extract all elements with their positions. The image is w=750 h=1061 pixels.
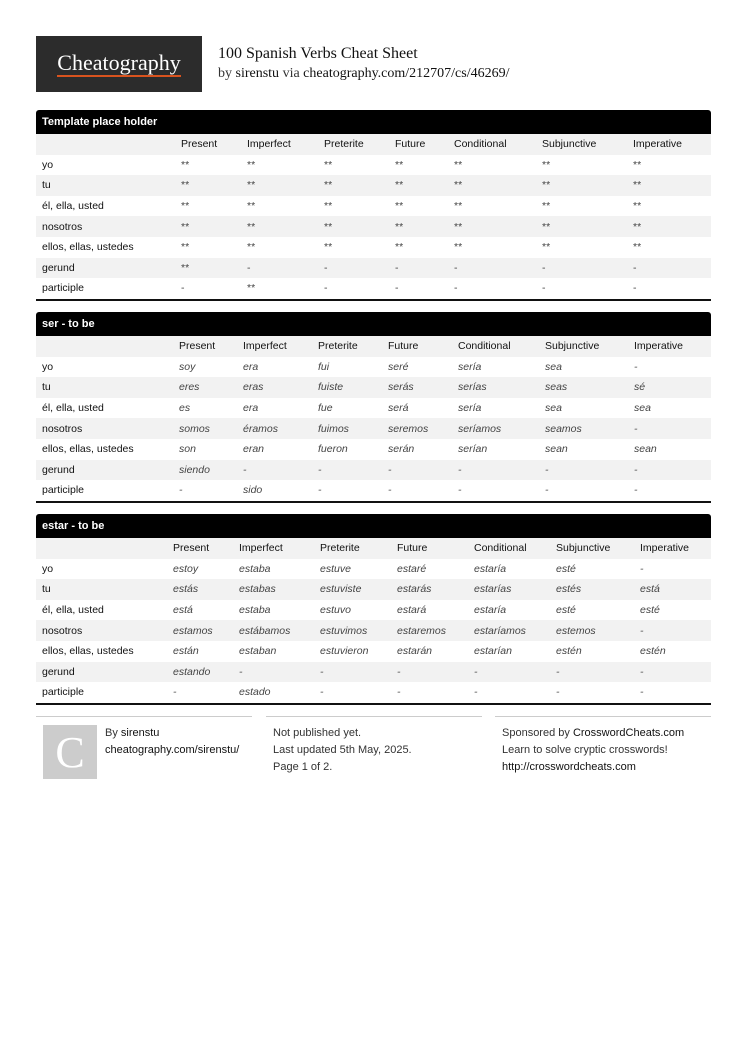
table-cell: sé bbox=[634, 381, 646, 394]
sponsor-tagline: Learn to solve cryptic crosswords! bbox=[502, 744, 668, 756]
table-cell: - bbox=[545, 484, 549, 497]
table-row bbox=[36, 237, 711, 258]
column-header: Conditional bbox=[454, 138, 507, 151]
table-cell: sea bbox=[545, 402, 562, 415]
table-cell: soy bbox=[179, 360, 196, 373]
column-header: Present bbox=[179, 340, 216, 353]
row-label: participle bbox=[42, 484, 85, 497]
table-cell: estábamos bbox=[239, 624, 291, 637]
table-row bbox=[36, 620, 711, 641]
table-cell: estarás bbox=[397, 583, 432, 596]
table-cell: eran bbox=[243, 443, 265, 456]
table-row bbox=[36, 480, 711, 501]
byline-by: by bbox=[218, 66, 232, 81]
table-cell: estará bbox=[397, 604, 427, 617]
table-cell: eres bbox=[179, 381, 200, 394]
footer-status-column bbox=[266, 716, 482, 776]
table-cell: - bbox=[458, 463, 462, 476]
sponsored-label: Sponsored by bbox=[502, 727, 570, 739]
row-label: nosotros bbox=[42, 220, 83, 233]
author-avatar[interactable]: C bbox=[43, 725, 97, 779]
table-cell: estaré bbox=[397, 562, 427, 575]
table-cell: ** bbox=[324, 179, 333, 192]
column-header: Conditional bbox=[458, 340, 511, 353]
page-title: 100 Spanish Verbs Cheat Sheet bbox=[218, 45, 418, 62]
table-cell: sean bbox=[634, 443, 657, 456]
table-cell: - bbox=[634, 360, 638, 373]
page-header bbox=[36, 36, 716, 92]
table-cell: era bbox=[243, 360, 259, 373]
table-cell: éramos bbox=[243, 422, 279, 435]
table-cell: ** bbox=[454, 220, 463, 233]
table-cell: ** bbox=[181, 241, 190, 254]
table-row bbox=[36, 258, 711, 279]
section-title: ser - to be bbox=[36, 312, 711, 336]
column-header: Preterite bbox=[324, 138, 364, 151]
table-cell: estés bbox=[556, 583, 582, 596]
table-cell: ** bbox=[395, 200, 404, 213]
byline bbox=[218, 66, 510, 82]
row-label: ellos, ellas, ustedes bbox=[42, 443, 134, 456]
table-cell: está bbox=[640, 583, 660, 596]
table-cell: seré bbox=[388, 360, 409, 373]
table-row bbox=[36, 579, 711, 600]
table-cell: esté bbox=[640, 604, 660, 617]
row-label: yo bbox=[42, 562, 54, 575]
column-header: Preterite bbox=[318, 340, 358, 353]
table-cell: - bbox=[179, 484, 183, 497]
column-header: Imperfect bbox=[239, 542, 283, 555]
table-cell: están bbox=[173, 645, 199, 658]
table-cell: - bbox=[556, 686, 560, 699]
column-header: Future bbox=[397, 542, 428, 555]
table-cell: está bbox=[173, 604, 193, 617]
table-cell: - bbox=[640, 686, 644, 699]
row-label: yo bbox=[42, 360, 54, 373]
table-cell: estuviste bbox=[320, 583, 362, 596]
row-label: ellos, ellas, ustedes bbox=[42, 241, 134, 254]
table-cell: fue bbox=[318, 402, 333, 415]
table-cell: - bbox=[388, 484, 392, 497]
table-row bbox=[36, 196, 711, 217]
table-header-row bbox=[36, 538, 711, 559]
table-row bbox=[36, 600, 711, 621]
footer-author-link[interactable]: sirenstu bbox=[120, 727, 160, 739]
footer-divider bbox=[266, 716, 482, 717]
row-label: tu bbox=[42, 381, 51, 394]
footer-author-url[interactable]: cheatography.com/sirenstu/ bbox=[105, 744, 240, 756]
table-cell: estamos bbox=[173, 624, 213, 637]
table-cell: seremos bbox=[388, 422, 429, 435]
table-row bbox=[36, 460, 711, 481]
table-cell: - bbox=[542, 282, 546, 295]
table-cell: - bbox=[634, 484, 638, 497]
table-cell: sido bbox=[243, 484, 263, 497]
sheet-url-link[interactable]: cheatography.com/212707/cs/46269/ bbox=[303, 66, 510, 81]
table-cell: - bbox=[634, 422, 638, 435]
table-cell: sean bbox=[545, 443, 568, 456]
table-cell: ** bbox=[324, 158, 333, 171]
table-cell: - bbox=[324, 282, 328, 295]
table-cell: serás bbox=[388, 381, 414, 394]
table-row bbox=[36, 175, 711, 196]
table-row bbox=[36, 377, 711, 398]
table-cell: - bbox=[454, 282, 458, 295]
table-cell: estén bbox=[556, 645, 582, 658]
table-cell: ** bbox=[181, 158, 190, 171]
column-header: Subjunctive bbox=[542, 138, 597, 151]
logo-text: Cheatography bbox=[57, 49, 181, 75]
column-header: Imperative bbox=[634, 340, 684, 353]
conjugation-table bbox=[36, 134, 711, 299]
table-cell: fuimos bbox=[318, 422, 349, 435]
table-cell: ** bbox=[542, 200, 551, 213]
table-row bbox=[36, 559, 711, 580]
table-cell: ** bbox=[633, 200, 642, 213]
table-cell: seríamos bbox=[458, 422, 502, 435]
column-header: Subjunctive bbox=[556, 542, 611, 555]
table-row bbox=[36, 439, 711, 460]
table-cell: estuvimos bbox=[320, 624, 368, 637]
page-footer bbox=[36, 716, 711, 786]
table-cell: - bbox=[474, 665, 478, 678]
table-cell: estarán bbox=[397, 645, 433, 658]
table-row bbox=[36, 398, 711, 419]
table-header-row bbox=[36, 336, 711, 357]
author-link[interactable]: sirenstu bbox=[235, 66, 280, 81]
column-header bbox=[36, 538, 167, 559]
table-cell: serían bbox=[458, 443, 488, 456]
section-template bbox=[36, 110, 711, 301]
table-cell: será bbox=[388, 402, 409, 415]
table-row bbox=[36, 662, 711, 683]
page-number: Page 1 of 2. bbox=[273, 761, 333, 773]
table-cell: estuve bbox=[320, 562, 351, 575]
table-cell: ** bbox=[324, 200, 333, 213]
table-cell: sea bbox=[634, 402, 651, 415]
column-header: Subjunctive bbox=[545, 340, 600, 353]
table-cell: ** bbox=[633, 179, 642, 192]
table-header-row bbox=[36, 134, 711, 155]
table-cell: - bbox=[640, 624, 644, 637]
table-cell: ** bbox=[454, 200, 463, 213]
table-cell: - bbox=[181, 282, 185, 295]
table-cell: ** bbox=[181, 200, 190, 213]
table-cell: ** bbox=[633, 158, 642, 171]
table-cell: - bbox=[247, 261, 251, 274]
table-cell: siendo bbox=[179, 463, 210, 476]
table-cell: esté bbox=[556, 604, 576, 617]
table-cell: estaría bbox=[474, 604, 507, 617]
footer-divider bbox=[36, 716, 252, 717]
table-cell: estaba bbox=[239, 562, 271, 575]
table-cell: - bbox=[318, 484, 322, 497]
table-cell: somos bbox=[179, 422, 210, 435]
table-cell: ** bbox=[247, 220, 256, 233]
row-label: tu bbox=[42, 583, 51, 596]
row-label: nosotros bbox=[42, 422, 83, 435]
table-cell: ** bbox=[454, 241, 463, 254]
table-cell: estaba bbox=[239, 604, 271, 617]
table-cell: estaríamos bbox=[474, 624, 526, 637]
sponsor-link[interactable]: CrosswordCheats.com bbox=[572, 727, 685, 739]
table-cell: ** bbox=[181, 261, 190, 274]
table-cell: ** bbox=[247, 158, 256, 171]
table-cell: ** bbox=[395, 220, 404, 233]
table-cell: sería bbox=[458, 360, 482, 373]
table-cell: - bbox=[388, 463, 392, 476]
table-cell: estarían bbox=[474, 645, 512, 658]
table-cell: - bbox=[633, 282, 637, 295]
table-cell: - bbox=[458, 484, 462, 497]
table-cell: estoy bbox=[173, 562, 199, 575]
table-cell: seas bbox=[545, 381, 568, 394]
table-cell: ** bbox=[247, 282, 256, 295]
table-cell: - bbox=[239, 665, 243, 678]
last-updated: Last updated 5th May, 2025. bbox=[273, 744, 412, 756]
table-cell: ** bbox=[247, 241, 256, 254]
column-header: Imperative bbox=[640, 542, 690, 555]
table-row bbox=[36, 641, 711, 662]
section-ser bbox=[36, 312, 711, 503]
table-row bbox=[36, 357, 711, 378]
footer-by-label: By bbox=[105, 727, 118, 739]
publish-status: Not published yet. bbox=[273, 727, 362, 739]
section-title: Template place holder bbox=[36, 110, 711, 134]
table-cell: ** bbox=[395, 158, 404, 171]
table-cell: fueron bbox=[318, 443, 348, 456]
column-header bbox=[36, 336, 173, 357]
row-label: nosotros bbox=[42, 624, 83, 637]
row-label: gerund bbox=[42, 665, 75, 678]
table-cell: - bbox=[395, 261, 399, 274]
table-cell: ** bbox=[633, 220, 642, 233]
table-cell: - bbox=[640, 562, 644, 575]
row-label: gerund bbox=[42, 463, 75, 476]
table-cell: estuvo bbox=[320, 604, 351, 617]
column-header: Present bbox=[181, 138, 218, 151]
table-row bbox=[36, 682, 711, 703]
table-cell: serán bbox=[388, 443, 415, 456]
table-cell: fui bbox=[318, 360, 330, 373]
table-cell: - bbox=[474, 686, 478, 699]
table-cell: ** bbox=[542, 179, 551, 192]
table-cell: ** bbox=[454, 179, 463, 192]
table-cell: sería bbox=[458, 402, 482, 415]
row-label: participle bbox=[42, 282, 85, 295]
table-cell: - bbox=[397, 686, 401, 699]
conjugation-table bbox=[36, 336, 711, 501]
sponsor-url[interactable]: http://crosswordcheats.com bbox=[502, 761, 636, 773]
row-label: gerund bbox=[42, 261, 75, 274]
table-row bbox=[36, 418, 711, 439]
footer-sponsor-column bbox=[495, 716, 711, 776]
table-cell: - bbox=[633, 261, 637, 274]
cheatography-logo[interactable] bbox=[36, 36, 202, 92]
column-header: Future bbox=[388, 340, 419, 353]
table-cell: ** bbox=[247, 200, 256, 213]
section-estar bbox=[36, 514, 711, 705]
table-cell: - bbox=[454, 261, 458, 274]
column-header: Conditional bbox=[474, 542, 527, 555]
table-cell: ** bbox=[542, 158, 551, 171]
conjugation-table bbox=[36, 538, 711, 703]
table-cell: - bbox=[634, 463, 638, 476]
table-cell: eras bbox=[243, 381, 264, 394]
table-cell: - bbox=[324, 261, 328, 274]
column-header: Imperfect bbox=[247, 138, 291, 151]
table-cell: estando bbox=[173, 665, 211, 678]
table-cell: estaremos bbox=[397, 624, 447, 637]
row-label: participle bbox=[42, 686, 85, 699]
table-cell: estás bbox=[173, 583, 199, 596]
table-cell: estaría bbox=[474, 562, 507, 575]
table-cell: - bbox=[556, 665, 560, 678]
table-cell: ** bbox=[633, 241, 642, 254]
footer-divider bbox=[495, 716, 711, 717]
table-cell: - bbox=[397, 665, 401, 678]
table-cell: estaban bbox=[239, 645, 277, 658]
table-cell: ** bbox=[247, 179, 256, 192]
row-label: tu bbox=[42, 179, 51, 192]
table-cell: es bbox=[179, 402, 191, 415]
byline-via: via bbox=[282, 66, 300, 81]
table-cell: estemos bbox=[556, 624, 596, 637]
column-header: Future bbox=[395, 138, 426, 151]
table-cell: estabas bbox=[239, 583, 276, 596]
table-cell: ** bbox=[324, 220, 333, 233]
table-cell: estén bbox=[640, 645, 666, 658]
table-cell: - bbox=[545, 463, 549, 476]
table-cell: sea bbox=[545, 360, 562, 373]
table-cell: serías bbox=[458, 381, 487, 394]
table-cell: esté bbox=[556, 562, 576, 575]
table-cell: ** bbox=[181, 220, 190, 233]
table-row bbox=[36, 278, 711, 299]
table-cell: era bbox=[243, 402, 259, 415]
table-cell: - bbox=[395, 282, 399, 295]
table-cell: - bbox=[318, 463, 322, 476]
table-cell: ** bbox=[395, 179, 404, 192]
table-cell: - bbox=[320, 686, 324, 699]
row-label: él, ella, usted bbox=[42, 402, 104, 415]
table-cell: ** bbox=[324, 241, 333, 254]
row-label: él, ella, usted bbox=[42, 604, 104, 617]
table-cell: estuvieron bbox=[320, 645, 369, 658]
table-cell: - bbox=[640, 665, 644, 678]
table-cell: ** bbox=[181, 179, 190, 192]
table-cell: son bbox=[179, 443, 196, 456]
table-cell: ** bbox=[395, 241, 404, 254]
column-header: Imperative bbox=[633, 138, 683, 151]
table-cell: ** bbox=[542, 220, 551, 233]
row-label: ellos, ellas, ustedes bbox=[42, 645, 134, 658]
table-cell: seamos bbox=[545, 422, 582, 435]
table-cell: estado bbox=[239, 686, 271, 699]
footer-author-column bbox=[36, 716, 252, 777]
column-header: Present bbox=[173, 542, 210, 555]
row-label: él, ella, usted bbox=[42, 200, 104, 213]
table-cell: ** bbox=[454, 158, 463, 171]
table-cell: estarías bbox=[474, 583, 512, 596]
column-header: Preterite bbox=[320, 542, 360, 555]
row-label: yo bbox=[42, 158, 54, 171]
table-cell: - bbox=[173, 686, 177, 699]
column-header: Imperfect bbox=[243, 340, 287, 353]
table-cell: - bbox=[320, 665, 324, 678]
table-cell: - bbox=[542, 261, 546, 274]
column-header bbox=[36, 134, 175, 155]
table-row bbox=[36, 155, 711, 176]
table-cell: - bbox=[243, 463, 247, 476]
section-title: estar - to be bbox=[36, 514, 711, 538]
table-cell: ** bbox=[542, 241, 551, 254]
table-row bbox=[36, 216, 711, 237]
table-cell: fuiste bbox=[318, 381, 344, 394]
